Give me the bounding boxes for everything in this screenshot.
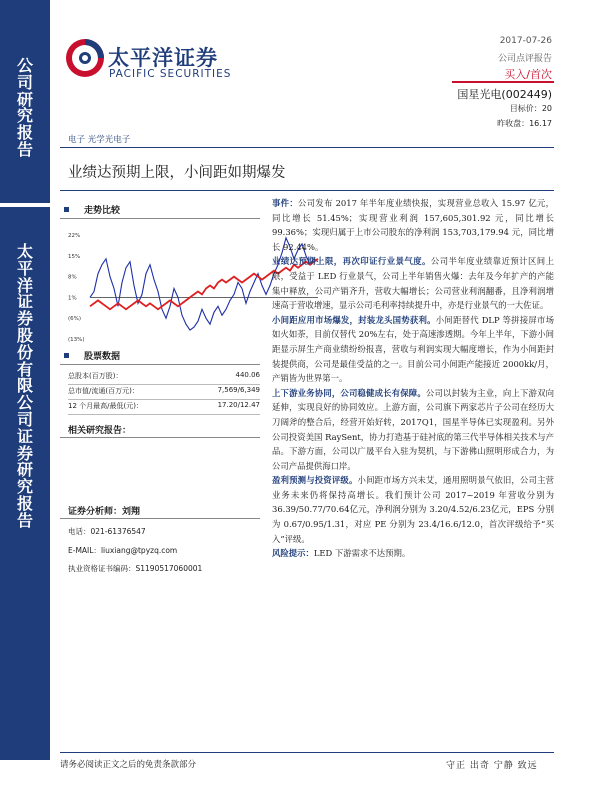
analyst-phone: 电话：021-61376547 — [68, 527, 146, 536]
stock-data-label: 总股本(百万股)： — [68, 372, 123, 380]
title-divider-top — [60, 147, 554, 148]
footer-motto: 守正 出奇 宁静 致远 — [446, 761, 538, 771]
rating: 买入/首次 — [504, 68, 552, 81]
chart-section-marker — [64, 207, 69, 212]
y-tick-label: 1% — [68, 295, 77, 302]
stock-data-label: 总市值/流通(百万元)： — [68, 387, 139, 395]
paragraph-risk: 风险提示：LED 下游需求不达预期。 — [272, 548, 411, 559]
y-tick-label: 22% — [68, 232, 81, 239]
stock-data-divider — [60, 364, 260, 365]
stock-data-row — [68, 371, 260, 385]
sidebar-top-label: 公 司 研 究 报 告 — [16, 56, 33, 159]
analyst-cert: 执业资格证书编码：S1190517060001 — [68, 564, 203, 573]
related-divider — [60, 437, 260, 438]
footer-divider — [60, 752, 554, 753]
y-tick-label: (13%) — [68, 337, 85, 344]
page-title: 业绩达预期上限，小间距如期爆发 — [68, 165, 286, 181]
report-date: 2017-07-26 — [499, 36, 552, 46]
pacific-securities-logo-icon — [64, 34, 106, 80]
analyst-email: E-MAIL：liuxiang@tpyzq.com — [68, 546, 178, 555]
stock-name: 国星光电(002449) — [457, 88, 552, 101]
target-price: 目标价：20 — [509, 104, 552, 113]
breadcrumb: 电子 光学光电子 — [68, 135, 131, 145]
title-divider-bottom — [60, 190, 554, 191]
prev-close: 昨收盘：16.17 — [497, 119, 552, 128]
logo-cn: 太平洋证券 — [108, 46, 218, 70]
stock-data-title: 股票数据 — [84, 352, 121, 362]
report-type: 公司点评报告 — [497, 54, 552, 64]
y-tick-label: 15% — [68, 253, 81, 260]
stock-data-label: 12 个月最高/最低(元)： — [68, 402, 143, 410]
chart-section-title: 走势比较 — [84, 206, 121, 216]
related-reports-title: 相关研究报告： — [68, 426, 132, 436]
sidebar — [0, 0, 50, 760]
y-tick-label: (6%) — [68, 316, 82, 323]
paragraph-small-pitch: 小间距应用市场爆发，封装龙头国势获利。小间距替代 DLP 等拼接屏市场如火如荼，目前仅替代 20%左右，处于高速渗透期。今年上半年，下游小间距显示屏生产商业绩纷纷报喜，营收与利润实现大幅度增长，作为小间距封装提供商，公司是最佳受益的之一。目前公司小间距产能接近 2000kk/月，产销皆为世界第一。 — [272, 314, 554, 384]
analyst-divider — [60, 518, 260, 519]
paragraph-event: 事件：公司发布 2017 年半年度业绩快报，实现营业总收入 15.97 亿元，同比增长 51.45%；实现营业利润 157,605,301.92 元，同比增长 99.36%；实现归属于上市公司股东的净利润 153,703,179.94 元，同比增长 92.44%。 — [272, 198, 555, 252]
footer-disclaimer: 请务必阅读正文之后的免责条款部分 — [60, 760, 197, 770]
stock-data-marker — [64, 353, 69, 358]
stock-data-row — [68, 386, 260, 400]
logo-en: PACIFIC SECURITIES — [109, 68, 232, 80]
stock-data-value: 17.20/12.47 — [217, 401, 260, 409]
paragraph-synergy: 上下游业务协同，公司稳健成长有保障。公司以封装为主业，向上下游双向延伸，实现良好的协同效应。上游方面，公司旗下两家芯片子公司在经历大刀阔斧的整合后，经营开始好转，2017Q1，国星半导体已实现盈利。另外公司投资美国 RaySent，协力打造基于硅衬底的第三代半导体相关技术与产品。下游方面，公司以广晟平台入驻为契机，与下游佛山照明形成合力，为公司产品提供海口岸。 — [272, 387, 555, 471]
stock-data-value: 440.06 — [235, 371, 260, 379]
rating-underline — [452, 81, 554, 83]
y-tick-label: 8% — [68, 274, 77, 281]
stock-data-value: 7,569/6,349 — [217, 386, 260, 394]
paragraph-forecast: 盈利预测与投资评级。小间距市场方兴未艾，通用照明景气依旧，公司主营业务未来仍将保持高增长。我们预计公司 2017~2019 年营收分别为 36.39/50.77/70.64亿元，净利润分别为 3.20/4.52/6.23亿元，EPS 分别为 0.67/0.95/1.31，对应 PE 分别为 23.4/16.6/12.0，首次评级给予“买入”评级。 — [272, 475, 555, 544]
body-text — [272, 196, 554, 561]
analyst-heading: 证券分析师：刘翔 — [68, 507, 141, 517]
paragraph-performance: 业绩达预期上限，再次印证行业景气度。公司半年度业绩靠近预计区间上限，受益于 LED 行业景气，公司上半年销售火爆：去年及今年扩产的产能集中释放，公司产销齐升，营收大幅增长；公司营业利润翻番，且净利润增速高于营收增速，显示公司毛利率持续提升中，亦是行业景气的一大佐证。 — [272, 256, 555, 311]
chart-section-divider — [60, 218, 260, 219]
stock-data-table — [68, 371, 260, 416]
sidebar-bottom-label: 太 平 洋 证 券 股 份 有 限 公 司 证 券 研 究 报 告 — [16, 242, 33, 530]
sidebar-divider — [0, 203, 50, 207]
stock-data-row — [68, 401, 260, 415]
